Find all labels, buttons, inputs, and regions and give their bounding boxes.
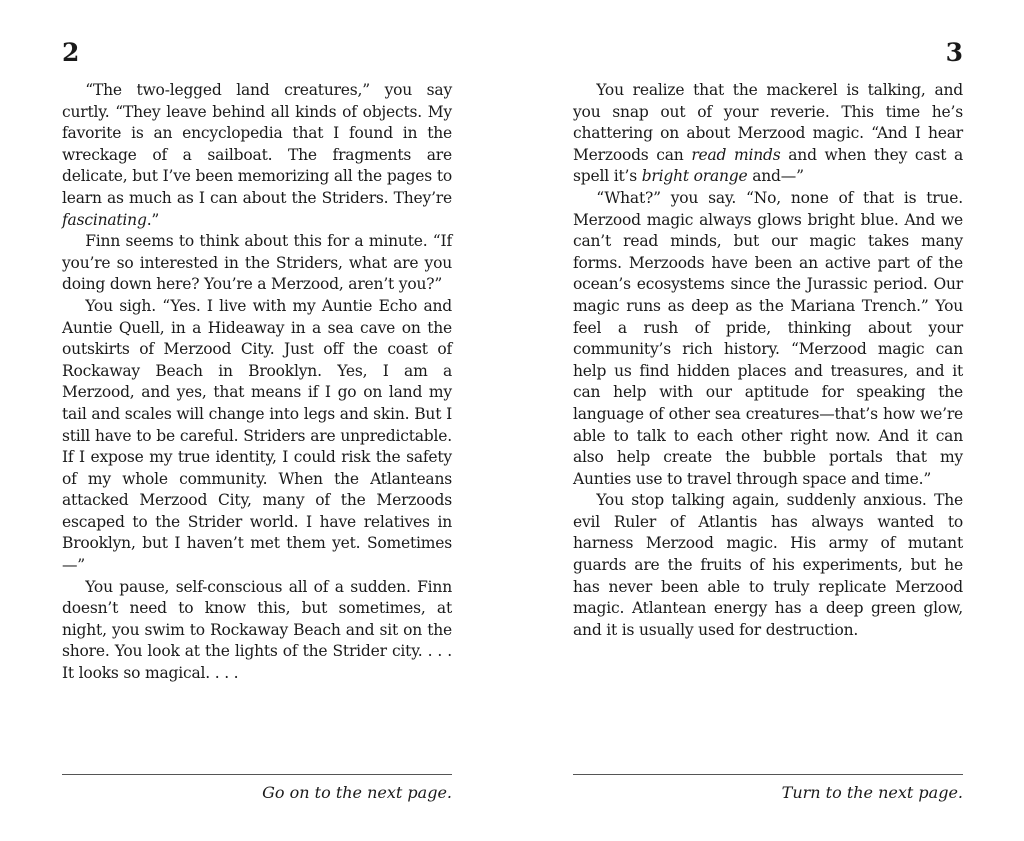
text-run: and—” [747, 167, 804, 186]
footer-divider-left [62, 774, 452, 775]
text-run: .” [146, 210, 160, 229]
paragraph [573, 80, 963, 188]
paragraph [573, 490, 963, 641]
paragraph [62, 80, 452, 231]
right-page [573, 0, 963, 841]
italic-text: bright orange [641, 167, 748, 186]
footer-prompt-left: Go on to the next page. [262, 783, 452, 802]
footer-divider-right [573, 774, 963, 775]
right-page-body [573, 80, 963, 641]
italic-text: read minds [691, 145, 781, 164]
paragraph [62, 577, 452, 685]
footer-prompt-right: Turn to the next page. [781, 783, 963, 802]
left-page-body [62, 80, 452, 685]
text-run: “What?” you say. “No, none of that is true. Merzood magic always glows bright blue. And we can’t read minds, but our magic takes many forms. Merzoods have been an active part of the ocean’s ecosystems since the Jurassic period. Our magic runs as deep as the Mariana Trench.” You feel a rush of pride, thinking about your community’s rich history. “Merzood magic can help us find hidden places and treasures, and it can help with our aptitude for speaking the language of other sea creatures—that’s how we’re able to talk to each other right now. And it can also help create the bubble portals that my Aunties use to travel through space and time.” [573, 188, 963, 488]
italic-text: fascinating [62, 210, 147, 229]
page-number-right: 3 [945, 38, 963, 67]
text-run: “The two-legged land creatures,” you say curtly. “They leave behind all kinds of objects. My favorite is an encyclopedia that I found in the wreckage of a sailboat. The fragments are delicate, but I’ve been memorizing all the pages to learn as much as I can about the Striders. They’re [62, 81, 452, 207]
page-number-left: 2 [62, 38, 80, 67]
paragraph [573, 188, 963, 490]
text-run: You realize that the mackerel is talking, and you snap out of your reverie. This time he’s chattering on about Merzood magic. “And I hear Merzoods can [573, 81, 963, 164]
text-run: Finn seems to think about this for a minute. “If you’re so interested in the Striders, what are you doing down here? You’re a Merzood, aren’t you?” [62, 232, 452, 294]
text-run: and when they cast a spell it’s [573, 145, 963, 186]
text-run: You sigh. “Yes. I live with my Auntie Echo and Auntie Quell, in a Hideaway in a sea cave on the outskirts of Merzood City. Just off the coast of Rockaway Beach in Brooklyn. Yes, I am a Merzood, and yes, that means if I go on land my tail and scales will change into legs and skin. But I still have to be careful. Striders are unpredictable. If I expose my true identity, I could risk the safety of my whole community. When the Atlanteans attacked Merzood City, many of the Merzoods escaped to the Strider world. I have relatives in Brooklyn, but I haven’t met them yet. Sometimes—” [62, 296, 452, 575]
text-run: You stop talking again, suddenly anxious. The evil Ruler of Atlantis has always wanted to harness Merzood magic. His army of mutant guards are the fruits of his experiments, but he has never been able to truly replicate Merzood magic. Atlantean energy has a deep green glow, and it is usually used for destruction. [573, 491, 963, 639]
text-run: You pause, self-conscious all of a sudden. Finn doesn’t need to know this, but sometimes, at night, you swim to Rockaway Beach and sit on the shore. You look at the lights of the Strider city. . . . It looks so magical. . . . [62, 577, 452, 683]
paragraph [62, 231, 452, 296]
paragraph [62, 296, 452, 577]
left-page [62, 0, 452, 841]
